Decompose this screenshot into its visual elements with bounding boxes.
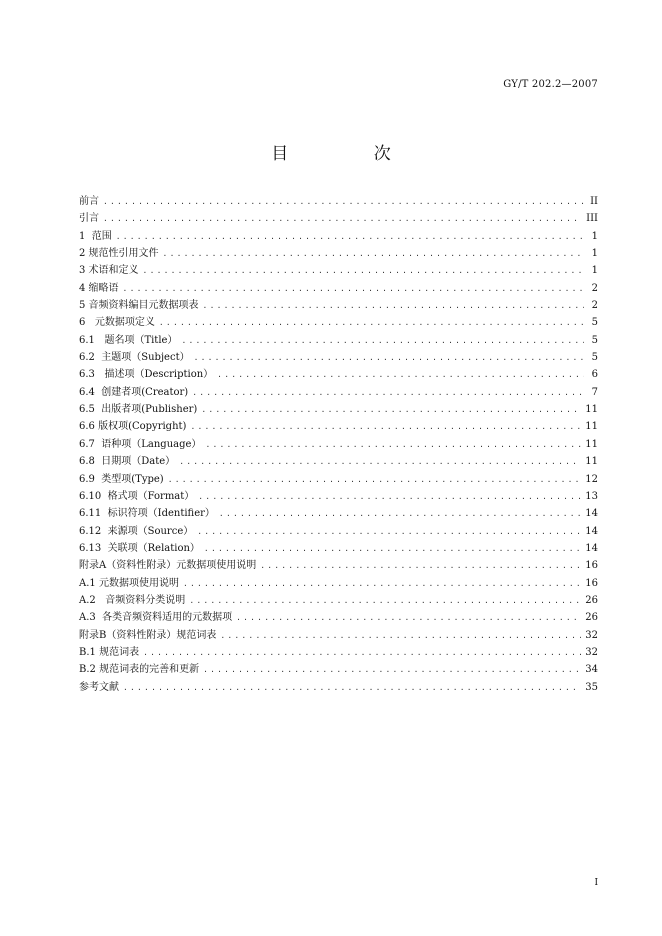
toc-entry-page: 14 <box>585 508 598 520</box>
toc-entry-page: 6 <box>591 369 598 381</box>
toc-entry-label: 6 元数据项定义 <box>79 317 155 329</box>
toc-entry-page: 11 <box>585 421 598 433</box>
toc-entry-page: 2 <box>591 282 598 294</box>
toc-leader-dots <box>201 401 581 418</box>
toc-entry-page: 2 <box>591 300 598 312</box>
table-of-contents <box>79 193 598 696</box>
toc-entry-label: 引言 <box>79 213 99 225</box>
toc-entry-label: 6.12 来源项（Source） <box>79 525 194 537</box>
toc-entry-label: B.2 规范词表的完善和更新 <box>79 664 200 676</box>
toc-entry-label: 附录A（资料性附录）元数据项使用说明 <box>79 560 257 572</box>
toc-entry[interactable] <box>79 488 598 505</box>
toc-entry-label: 6.2 主题项（Subject） <box>79 352 190 364</box>
toc-leader-dots <box>189 592 581 609</box>
toc-leader-dots <box>204 540 581 557</box>
toc-leader-dots <box>103 210 582 227</box>
toc-entry-page: 11 <box>585 456 598 468</box>
toc-leader-dots <box>190 418 581 435</box>
toc-entry-label: 6.13 关联项（Relation） <box>79 542 200 554</box>
toc-entry-label: 前言 <box>79 196 99 207</box>
toc-entry-label: 1 范围 <box>79 230 112 242</box>
toc-entry-label: 6.5 出版者项(Publisher) <box>79 404 198 416</box>
toc-entry-page: 1 <box>591 265 598 277</box>
toc-leader-dots <box>116 228 584 245</box>
toc-entry-label: 5 音频资料编目元数据项表 <box>79 300 199 312</box>
toc-entry[interactable] <box>79 366 598 383</box>
toc-entry-label: 6.6 版权项(Copyright) <box>79 421 187 433</box>
toc-entry[interactable] <box>79 436 598 453</box>
toc-leader-dots <box>183 575 581 592</box>
toc-leader-dots <box>192 384 584 401</box>
toc-entry-label: A.1 元数据项使用说明 <box>79 577 179 589</box>
toc-entry-label: A.2 音频资料分类说明 <box>79 594 186 606</box>
toc-entry-page: 5 <box>591 352 598 364</box>
toc-entry-page: 26 <box>585 612 598 624</box>
toc-entry[interactable] <box>79 210 598 227</box>
toc-entry[interactable] <box>79 297 598 314</box>
toc-entry-label: 6.9 类型项(Type) <box>79 473 164 485</box>
toc-entry-page: 13 <box>585 490 598 502</box>
toc-entry[interactable] <box>79 679 598 696</box>
toc-entry[interactable] <box>79 505 598 522</box>
toc-entry-page: 5 <box>591 334 598 346</box>
toc-entry[interactable] <box>79 592 598 609</box>
toc-entry-label: 2 规范性引用文件 <box>79 248 159 260</box>
toc-entry-page: 12 <box>585 473 598 485</box>
toc-entry-label: 6.8 日期项（Date） <box>79 456 176 468</box>
toc-entry-page: 11 <box>585 438 598 450</box>
toc-entry[interactable] <box>79 332 598 349</box>
toc-leader-dots <box>143 644 581 661</box>
toc-leader-dots <box>219 505 581 522</box>
toc-entry-page: 32 <box>585 629 598 641</box>
toc-entry-page: 11 <box>585 404 598 416</box>
toc-entry-label: 6.11 标识符项（Identifier） <box>79 508 215 520</box>
toc-leader-dots <box>159 314 584 331</box>
toc-leader-dots <box>260 557 581 574</box>
toc-leader-dots <box>143 262 584 279</box>
toc-entry-label: 附录B（资料性附录）规范词表 <box>79 629 217 641</box>
toc-entry[interactable] <box>79 471 598 488</box>
toc-entry[interactable] <box>79 453 598 470</box>
toc-leader-dots <box>217 366 584 383</box>
toc-leader-dots <box>103 193 584 210</box>
toc-entry-page: 16 <box>585 577 598 589</box>
toc-leader-dots <box>198 488 581 505</box>
toc-leader-dots <box>203 297 584 314</box>
toc-entry[interactable] <box>79 418 598 435</box>
toc-entry-page: 16 <box>585 560 598 572</box>
toc-entry-label: 4 缩略语 <box>79 282 119 294</box>
toc-entry-page: 35 <box>585 681 598 693</box>
toc-leader-dots <box>205 436 581 453</box>
toc-leader-dots <box>163 245 584 262</box>
toc-entry-page: 34 <box>585 664 598 676</box>
toc-entry-page: 14 <box>585 542 598 554</box>
toc-entry[interactable] <box>79 280 598 297</box>
toc-entry-label: 6.1 题名项（Title） <box>79 334 178 346</box>
toc-entry-label: 参考文献 <box>79 681 119 693</box>
toc-leader-dots <box>194 349 584 366</box>
toc-entry-label: 6.7 语种项（Language） <box>79 438 202 450</box>
toc-leader-dots <box>181 332 584 349</box>
toc-entry[interactable] <box>79 349 598 366</box>
toc-entry-page: 5 <box>591 317 598 329</box>
toc-entry-page: III <box>586 213 598 225</box>
toc-leader-dots <box>220 627 581 644</box>
toc-entry-label: 6.10 格式项（Format） <box>79 490 195 502</box>
toc-entry-label: 3 术语和定义 <box>79 265 139 277</box>
toc-entry[interactable] <box>79 401 598 418</box>
toc-entry-page: 7 <box>591 386 598 398</box>
toc-entry[interactable] <box>79 661 598 678</box>
toc-entry[interactable] <box>79 523 598 540</box>
toc-entry-page: 1 <box>591 230 598 242</box>
toc-entry-page: 26 <box>585 594 598 606</box>
page-number: I <box>594 878 598 888</box>
toc-entry[interactable] <box>79 557 598 574</box>
toc-entry-label: 6.4 创建者项(Creator) <box>79 386 189 398</box>
toc-leader-dots <box>203 661 581 678</box>
toc-entry[interactable] <box>79 314 598 331</box>
toc-entry[interactable] <box>79 540 598 557</box>
toc-entry-page: 1 <box>591 248 598 260</box>
toc-entry[interactable] <box>79 609 598 626</box>
toc-leader-dots <box>179 453 581 470</box>
toc-entry[interactable] <box>79 193 598 210</box>
toc-entry[interactable] <box>79 228 598 245</box>
toc-entry[interactable] <box>79 384 598 401</box>
standard-code: GY/T 202.2—2007 <box>503 79 598 90</box>
toc-leader-dots <box>168 471 582 488</box>
toc-entry[interactable] <box>79 245 598 262</box>
toc-entry[interactable] <box>79 262 598 279</box>
toc-entry-label: 6.3 描述项（Description） <box>79 369 214 381</box>
toc-leader-dots <box>123 679 581 696</box>
toc-leader-dots <box>236 609 581 626</box>
toc-leader-dots <box>123 280 584 297</box>
toc-leader-dots <box>197 523 581 540</box>
toc-entry-label: B.1 规范词表 <box>79 646 140 658</box>
toc-entry[interactable] <box>79 644 598 661</box>
toc-entry-page: II <box>590 196 598 207</box>
toc-entry[interactable] <box>79 575 598 592</box>
toc-entry[interactable] <box>79 627 598 644</box>
toc-entry-page: 14 <box>585 525 598 537</box>
toc-entry-page: 32 <box>585 646 598 658</box>
page-title: 目 次 <box>271 144 431 164</box>
toc-entry-label: A.3 各类音频资料适用的元数据项 <box>79 612 233 624</box>
